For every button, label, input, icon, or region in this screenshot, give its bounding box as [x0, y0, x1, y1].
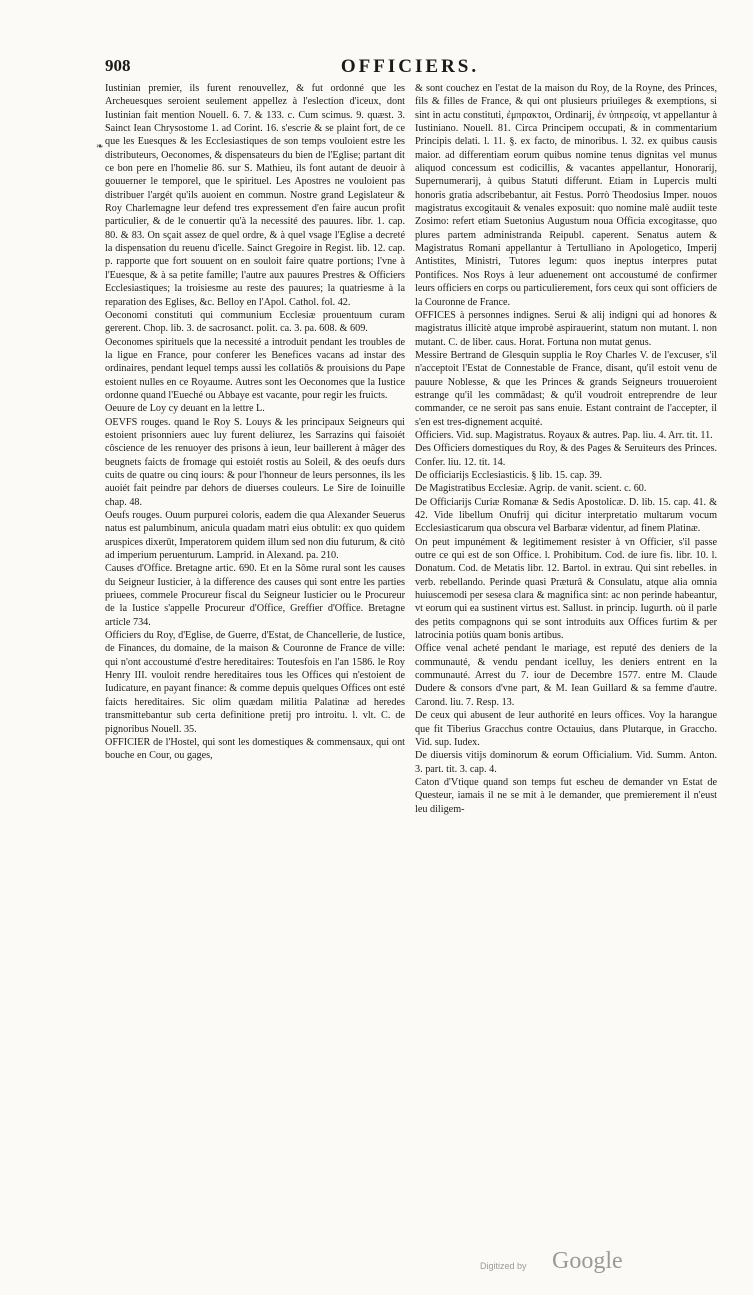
- paragraph: OFFICIER de l'Hostel, qui sont les domestiques & commensaux, qui ont bouche en Cour, ou gages,: [105, 736, 405, 762]
- running-title: OFFICIERS.: [340, 56, 480, 77]
- page-number: 908: [105, 56, 131, 75]
- google-logo: Google: [552, 1248, 623, 1274]
- paragraph: Officiers. Vid. sup. Magistratus. Royaux & autres. Pap. liu. 4. Arr. tit. 11.: [415, 429, 713, 441]
- paragraph: Iustinian premier, ils furent renouvellez, & fut ordonné que les Archeuesques seroient seulement appellez à l'eslection d'iceux, dont Iustinian fait mention Nouell. 6. 7. & 133. c. Cum scimus. 9. quæst. 3. Sainct Iean Chrysostome 1. ad Corint. 16. s'escrie & se plaint fort, de ce que les Euesques & les Ecclesiastiques de son temps vouloient estre les distributeurs, Oeconomes, & dispensateurs du bien de l'Eglise; partant dit ce bon pere en l'homelie 86. sur S. Mathieu, ils font autant de deuoir à gouuerner le temporel, que le spirituel. Les Apostres ne vouloient pas distribuer l'argét qu'ils auoient en commun. Nostre grand Legislateur & Roy Charlemagne leur defend tres expressement d'en faire aucun profit particulier, & de le conuertir qu'à la necessité des pauures. libr. 1. cap. 80. & 83. On sçait assez de quel ordre, & à quel vsage l'Eglise a decreté la dispensation du reuenu d'icelle. Sainct Gregoire in Regist. lib. 12. cap. p. rapporte que fort souuent on en souloit faire quatre portions; l'vne à l'Euesque, & à sa petite famille; l'autre aux pauures Prestres & Officiers Ecclesiastiques; la troisiesme au reste des pauures; la quatriesme à la reparation des Eglises, &c. Belloy en l'Apol. Cathol. fol. 42.: [105, 83, 405, 308]
- paragraph: Oeconomi constituti qui communium Ecclesiæ prouentuum curam gererent. Chop. lib. 3. de sacrosanct. polit. ca. 3. pa. 608. & 609.: [105, 309, 405, 335]
- paragraph: Caton d'Vtique quand son temps fut escheu de demander vn Estat de Questeur, iamais il ne se mit à le demander, que premierement il n'eust leu diligem-: [415, 776, 717, 815]
- right-column: [415, 82, 717, 816]
- paragraph: Causes d'Office. Bretagne artic. 690. Et en la Sôme rural sont les causes du Seigneur Iusticier, à la difference des causes qui sont entre les parties priuees, commele Procureur fiscal du Seigneur Iusticier ou le Procureur de la Iustice s'appelle Procureur d'Office, Greffier d'Office. Bretagne article 734.: [105, 563, 405, 628]
- paragraph: Oeuure de Loy cy deuant en la lettre L.: [105, 403, 265, 415]
- page-header: [105, 56, 715, 78]
- paragraph: Messire Bertrand de Glesquin supplia le Roy Charles V. de l'excuser, s'il n'acceptoit l'Estat de Connestable de France, disant, qu'il estoit venu de pauure Noblesse, & que les Princes & grands Seigneurs trouueroient estrange qu'il les commādast; & qu'il voudroit entreprendre de leur commander, ce ne seroit pas sans enuie. Estant contraint de l'accepter, il s'en est tres-dignement acquité.: [415, 349, 717, 428]
- paragraph: Des Officiers domestiques du Roy, & des Pages & Seruiteurs des Princes. Confer. liu. 12. tit. 14.: [415, 443, 717, 468]
- paragraph: OEVFS rouges. quand le Roy S. Louys & les principaux Seigneurs qui estoient prisonniers auec luy furent deliurez, les Sarrazins qui faisoiét côscience de les renuoyer des prisons à ieun, leur baillerent à mâger des beugnets faicts de fromage qui estoiét rostis au Soleil, & des oeufs durs cuits de quatre ou cinq iours: & pour l'honneur de leurs personnes, ils les auoiét fait peindre par dehors de diuerses couleurs. Le Sire de Ioinuille chap. 48.: [105, 416, 405, 508]
- paragraph: De Magistratibus Ecclesiæ. Agrip. de vanit. scient. c. 60.: [415, 483, 647, 495]
- paragraph: On peut impunément & legitimement resister à vn Officier, s'il passe outre ce qui est de son Office. l. Prohibitum. Cod. de iure fis. libr. 10. l. Donatum. Cod. de Metatis libr. 12. Bartol. in extrau. Qui sint rebelles. in verb. rebellando. Perinde quasi Præturâ & Consulatu, atque alia omnia huiuscemodi per sesesa clara & magnifica sint: ac non perinde habeantur, vt eorum qui ea sustinent virtus est. Sallust. in princip. Iugurth. où il parle des petits compagnons qui se sont introduits aux Offices furtim & per latrocinia potiùs quam bonis artibus.: [415, 536, 717, 642]
- paragraph: Office venal acheté pendant le mariage, est reputé des deniers de la communauté, & vendu pendant icelluy, les deniers entrent en la communauté. Arrest du 7. iour de Decembre 1577. entre M. Claude Dudere & consors d'vne part, & M. Iean Guillard & sa femme d'autre. Carond. liu. 7. Resp. 13.: [415, 643, 717, 708]
- paragraph: De ceux qui abusent de leur authorité en leurs offices. Voy la harangue que fit Tiberius Gracchus contre Octauius, dans Plutarque, in Graccho. Vid. sup. Iudex.: [415, 710, 717, 748]
- paragraph: De officiarijs Ecclesiasticis. § lib. 15. cap. 39.: [415, 469, 603, 481]
- paragraph: & sont couchez en l'estat de la maison du Roy, de la Royne, des Princes, fils & filles de France, & qui ont plusieurs priuileges & exemptions, si sint in actu constituti, ἐμπρακτοι, Ordinarij, ἐν ὑπηρεσίᾳ, vt appellantur à Iustiniano. Nouell. 81. Circa Principem occupati, & in commentarium Principis delati. l. 11. §. ex facto, de minoribus. l. 32. ex quibus causis maior. ad differentiam eorum quibus nomine tenus dignitas vel munus aliquod concessum est codicillis, & vacantes appellantur, Honorarij, Supernumerarij, à quibus Statuti differunt. Etiam in Lupercis multi honoris gratia adscribebantur, ait Festus. Porrò Theodosius Imper. nouos magistratus excogitauit & venales exposuit: quo nomine malè audiit teste Zosimo: refert etiam Suetonius Augustum noua Officia excogitasse, quo plures partem administranda Reipubl. caperent. Senatus autem & Magistratus Romani appellantur à Tertulliano in Apologetico, Imperij Antistites, Ministri, Tutores legum: quos ineptus interpres putat Pontifices. Nos Roys à leur aduenement ont accoustumé de confirmer leurs officiers en corps ou particulierement, fors ceux qui sont officiers de la Couronne de France.: [415, 83, 717, 308]
- digitized-label: Digitized by: [480, 1261, 527, 1271]
- digitized-by-google-watermark: [480, 1248, 720, 1278]
- paragraph: De Officiarijs Curiæ Romanæ & Sedis Apostolicæ. D. lib. 15. cap. 41. & 42. Vide libellum Onufrij qui dicitur interpretatio multarum vocum Ecclesiasticarum qua obscura vel Barbaræ videntur, ad finem Platinæ.: [415, 496, 717, 535]
- paragraph: Officiers du Roy, d'Eglise, de Guerre, d'Estat, de Chancellerie, de Iustice, de Finances, du domaine, de la maison & Couronne de France de ville: qui n'ont accoustumé d'estre hereditaires: Toutesfois en l'an 1586. le Roy Henry III. vouloit rendre hereditaires tous les Offices qui n'estoient de Iudicature, en payant finance: & comme depuis quelques Offices ont esté faicts hereditaires. Sic olim quædam militia Palatinæ ad heredes transmittebantur sub certa definitione pretij pro introitu. l. vlt. C. de pignoribus Nouell. 35.: [105, 630, 405, 735]
- paragraph: De diuersis vitijs dominorum & eorum Officialium. Vid. Summ. Anton. 3. part. tit. 3. cap. 4.: [415, 750, 717, 775]
- paragraph: Oeconomes spirituels que la necessité a introduit pendant les troubles de la ligue en France, pour conferer les Benefices vacans ad instar des ordinaires, pendant lequel temps aussi les collatiōs & prouisions du Pape estoient nulles en ce Royaume. Autres sont les Oeconomes que la Iustice ordonne quand l'Eueché ou Abbaye est vacante, pour regir les fruicts.: [105, 336, 405, 401]
- left-column: [105, 82, 405, 763]
- paragraph: OFFICES à personnes indignes. Serui & alij indigni qui ad honores & magistratus illicitè atque improbè aspirauerint, statum non mutant. l. non mutant. C. de liber. caus. Horat. Fortuna non mutat genus.: [415, 309, 717, 348]
- margin-mark: ❧: [96, 141, 104, 151]
- paragraph: Oeufs rouges. Ouum purpurei coloris, eadem die qua Alexander Seuerus natus est palumbinum, anicula quadam matri eius obtulit: ex quo quidem aruspices dixerūt, Imperatorem quidem illum sed non diu futurum, & citò ad imperium peruenturum. Lamprid. in Alexand. pa. 210.: [105, 510, 405, 562]
